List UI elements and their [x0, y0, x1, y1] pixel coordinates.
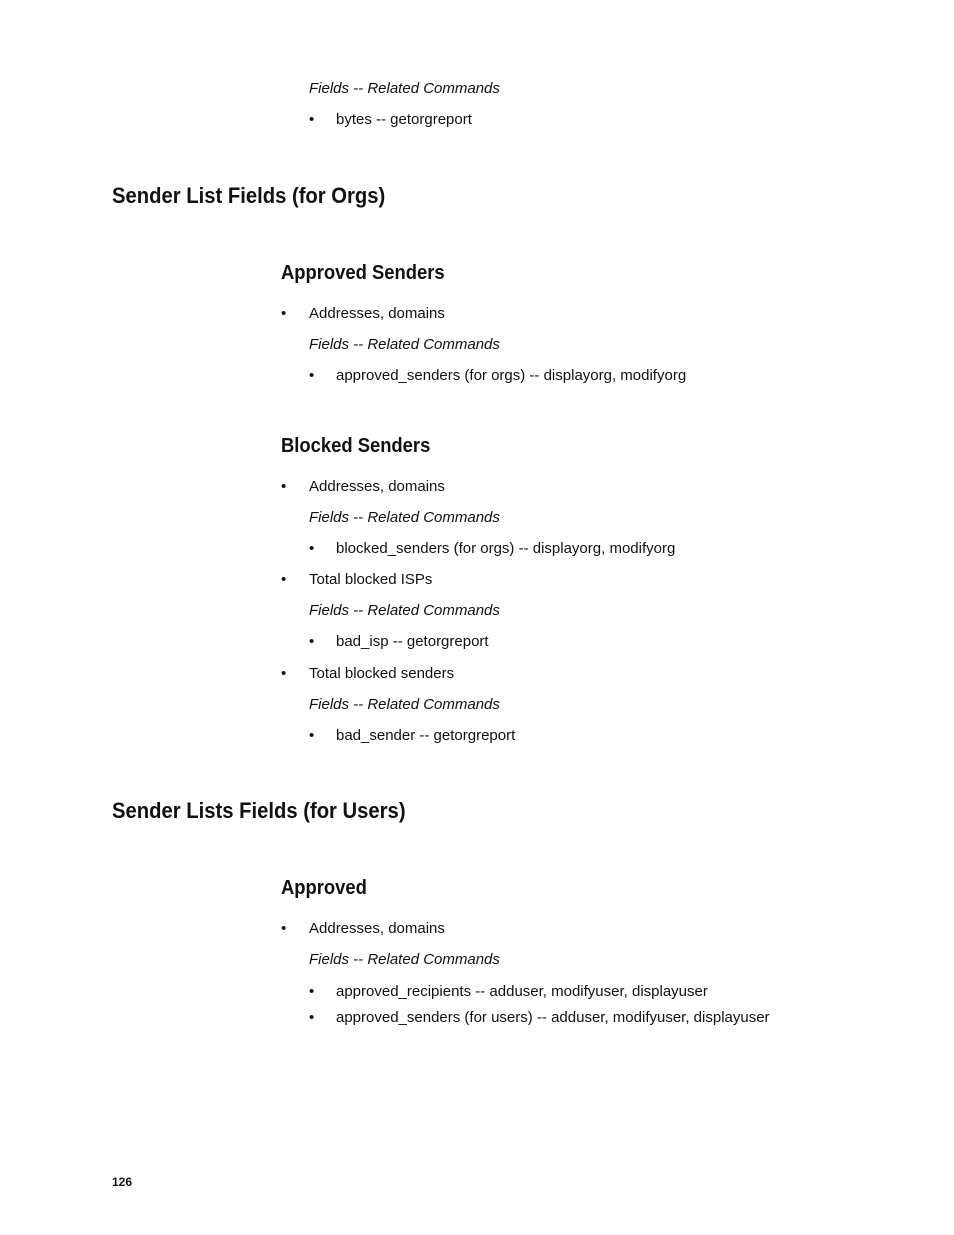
page-number: 126 [112, 1175, 133, 1189]
bullet: • [309, 367, 315, 384]
bullet: • [309, 1009, 315, 1026]
list-item: Addresses, domains [309, 305, 445, 322]
list-item: bytes -- getorgreport [336, 111, 472, 128]
bullet: • [281, 478, 287, 495]
list-item: approved_senders (for orgs) -- displayorg, modifyorg [336, 367, 687, 384]
subheading-approved-senders: Approved Senders [281, 262, 445, 284]
bullet: • [281, 571, 287, 588]
list-item: bad_isp -- getorgreport [336, 633, 489, 650]
bullet: • [309, 540, 315, 557]
list-item: Addresses, domains [309, 920, 445, 937]
bullet: • [309, 727, 315, 744]
fields-related-commands-label: Fields -- Related Commands [309, 509, 500, 526]
section-heading-users: Sender Lists Fields (for Users) [112, 798, 406, 823]
subheading-approved: Approved [281, 877, 367, 899]
list-item: blocked_senders (for orgs) -- displayorg, modifyorg [336, 540, 676, 557]
list-item: approved_recipients -- adduser, modifyuser, displayuser [336, 983, 708, 1000]
list-item: approved_senders (for users) -- adduser, modifyuser, displayuser [336, 1009, 770, 1026]
list-item: Total blocked ISPs [309, 571, 433, 588]
bullet: • [281, 665, 287, 682]
fields-related-commands-label: Fields -- Related Commands [309, 951, 500, 968]
list-item: Addresses, domains [309, 478, 445, 495]
bullet: • [309, 633, 315, 650]
bullet: • [309, 111, 315, 128]
bullet: • [309, 983, 315, 1000]
fields-related-commands-label: Fields -- Related Commands [309, 80, 500, 97]
section-heading-orgs: Sender List Fields (for Orgs) [112, 183, 386, 208]
bullet: • [281, 920, 287, 937]
list-item: Total blocked senders [309, 665, 455, 682]
fields-related-commands-label: Fields -- Related Commands [309, 336, 500, 353]
subheading-blocked-senders: Blocked Senders [281, 435, 431, 457]
list-item: bad_sender -- getorgreport [336, 727, 516, 744]
fields-related-commands-label: Fields -- Related Commands [309, 602, 500, 619]
bullet: • [281, 305, 287, 322]
fields-related-commands-label: Fields -- Related Commands [309, 696, 500, 713]
